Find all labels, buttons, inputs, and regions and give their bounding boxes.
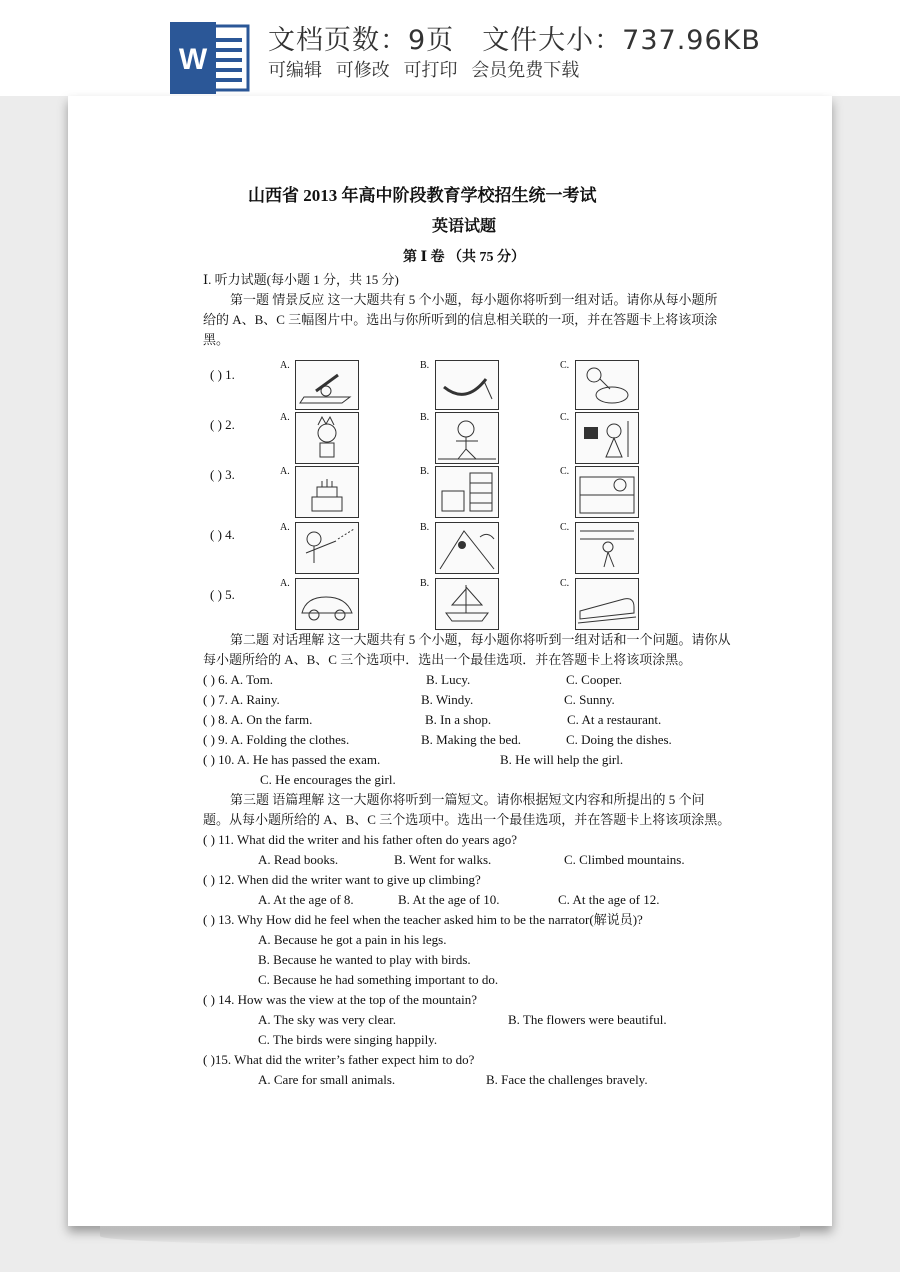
pic-label-b: B. [420,412,430,423]
pic-question-1: ( ) 1. [210,367,235,382]
q9-option-b: B. Making the bed. [421,732,522,747]
section-listening: Ⅰ. 听力试题(每小题 1 分，共 15 分) [203,272,399,287]
picture-train [575,578,639,630]
q13-option-b: B. Because he wanted to play with birds. [258,952,471,967]
q12-option-b: B. At the age of 10. [398,892,500,907]
q8-option-a: ( ) 8. A. On the farm. [203,712,313,727]
feature-modifiable: 可修改 [335,60,390,81]
q14-option-b: B. The flowers were beautiful. [508,1012,667,1027]
pic-label-a: A. [280,360,290,371]
picture-teapot-cup [575,360,639,410]
q8-option-c: C. At a restaurant. [567,712,662,727]
q7-option-c: C. Sunny. [564,692,615,707]
part1-instructions-1: 第一题 情景反应 这一大题共有 5 个小题，每小题你将听到一组对话。请你从每小题所 [230,292,718,307]
pic-label-b: B. [420,578,430,589]
q15-option-a: A. Care for small animals. [258,1072,396,1087]
pic-question-2: ( ) 2. [210,417,235,432]
pic-label-c: C. [560,466,570,477]
q10-option-a: ( ) 10. A. He has passed the exam. [203,752,381,767]
pic-label-c: C. [560,578,570,589]
page-count: 文档页数：9页 [268,25,455,56]
q13-question: ( ) 13. Why How did he feel when the teacher asked him to be the narrator(解说员)? [203,912,643,927]
q11-option-c: C. Climbed mountains. [564,852,685,867]
picture-boy-spiky-hair [295,412,359,464]
q10-option-c: C. He encourages the girl. [260,772,396,787]
q14-option-c: C. The birds were singing happily. [258,1032,438,1047]
feature-editable: 可编辑 [268,60,322,81]
picture-man-spraying [295,522,359,574]
picture-birthday-cake [295,466,359,518]
part2-instructions-2: 每小题所给的 A、B、C 三个选项中．选出一个最佳选项．并在答题卡上将该项涂黑。 [203,652,692,667]
picture-banana [435,360,499,410]
q11-question: ( ) 11. What did the writer and his father often do years ago? [203,832,518,847]
picture-sailing-ship [435,578,499,630]
q6-option-a: ( ) 6. A. Tom. [203,672,273,687]
svg-text:W: W [178,43,208,76]
feature-printable: 可打印 [403,60,458,81]
q9-option-a: ( ) 9. A. Folding the clothes. [203,732,350,747]
q8-option-b: B. In a shop. [425,712,492,727]
word-document-icon [170,22,250,94]
part1-instructions-3: 黑。 [203,332,230,347]
volume-title: 第 Ⅰ 卷 （共 75 分） [403,250,526,265]
download-banner [0,0,900,96]
q14-question: ( ) 14. How was the view at the top of the mountain? [203,992,478,1007]
q15-question: ( )15. What did the writer’s father expect him to do? [203,1052,475,1067]
pic-label-c: C. [560,412,570,423]
file-size: 文件大小：737.96KB [482,25,761,56]
pic-label-b: B. [420,360,430,371]
q13-option-c: C. Because he had something important to do. [258,972,499,987]
pic-label-b: B. [420,522,430,533]
banner-features [268,56,587,82]
picture-girl-crossing-street [575,522,639,574]
exam-title: 山西省 2013 年高中阶段教育学校招生统一考试 [248,186,597,205]
exam-subtitle: 英语试题 [432,218,497,235]
pic-label-c: C. [560,360,570,371]
q12-option-c: C. At the age of 12. [558,892,660,907]
picture-boy-running [435,412,499,464]
q10-option-b: B. He will help the girl. [500,752,624,767]
q7-option-a: ( ) 7. A. Rainy. [203,692,280,707]
q6-option-c: C. Cooper. [566,672,622,687]
part1-instructions-2: 给的 A、B、C 三幅图片中。选出与你所听到的信息相关联的一项，并在答题卡上将该项涂 [203,312,718,327]
pic-label-a: A. [280,522,290,533]
pic-label-a: A. [280,578,290,589]
pic-question-5: ( ) 5. [210,587,235,602]
feature-member-download[interactable]: 会员免费下载 [471,60,580,81]
q15-option-b: B. Face the challenges bravely. [486,1072,648,1087]
q7-option-b: B. Windy. [421,692,474,707]
part3-instructions-1: 第三题 语篇理解 这一大题你将听到一篇短文。请你根据短文内容和所提出的 5 个问 [230,792,705,807]
picture-knife-cutting [295,360,359,410]
picture-basketball-court [575,466,639,518]
q14-option-a: A. The sky was very clear. [258,1012,397,1027]
pic-label-a: A. [280,466,290,477]
q13-option-a: A. Because he got a pain in his legs. [258,932,447,947]
pic-question-4: ( ) 4. [210,527,235,542]
page-shadow [100,1226,800,1246]
q9-option-c: C. Doing the dishes. [566,732,672,747]
part2-instructions-1: 第二题 对话理解 这一大题共有 5 个小题，每小题你将听到一组对话和一个问题。请你从 [230,632,731,647]
banner-file-info [268,18,761,57]
q11-option-a: A. Read books. [258,852,339,867]
pic-question-3: ( ) 3. [210,467,235,482]
picture-climbing-mountain [435,522,499,574]
q11-option-b: B. Went for walks. [394,852,492,867]
pic-label-b: B. [420,466,430,477]
picture-car [295,578,359,630]
part3-instructions-2: 题。从每小题所给的 A、B、C 三个选项中。选出一个最佳选项，并在答题卡上将该项涂黑。 [203,812,731,827]
q12-question: ( ) 12. When did the writer want to give up climbing? [203,872,481,887]
picture-girl-hat [575,412,639,464]
pic-label-a: A. [280,412,290,423]
pic-label-c: C. [560,522,570,533]
picture-library-shelves [435,466,499,518]
q6-option-b: B. Lucy. [426,672,471,687]
q12-option-a: A. At the age of 8. [258,892,354,907]
